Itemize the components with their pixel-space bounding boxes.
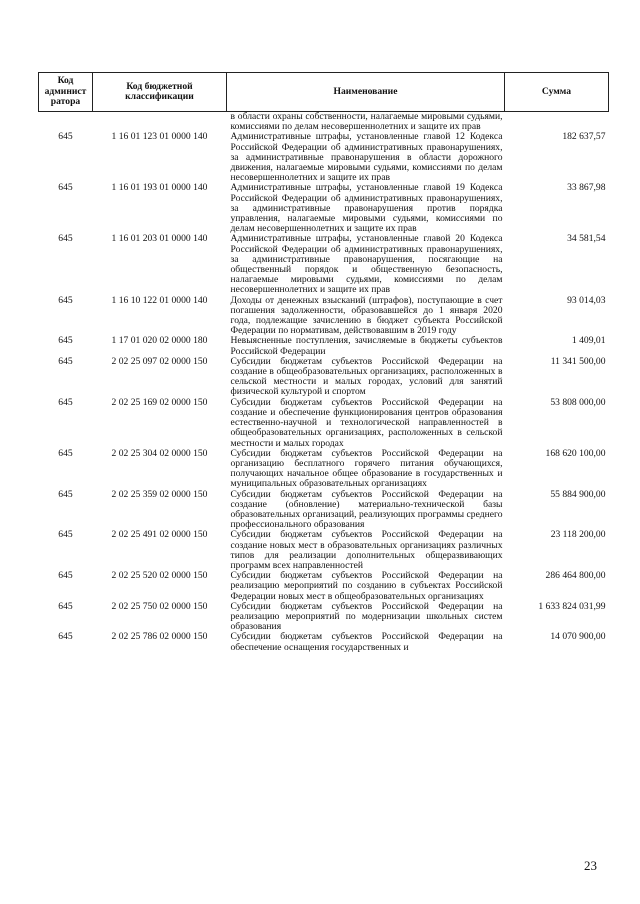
cell-code: 2 02 25 491 02 0000 150 [111,529,208,541]
cell-admin: 645 [58,131,73,143]
cell-code: 2 02 25 359 02 0000 150 [111,488,208,500]
cell-admin: 645 [58,600,73,612]
cell-sum: 53 808 000,00 [550,396,606,408]
table-row [39,602,609,633]
cell-name: Субсидии бюджетам субъектов Российской Федерации на создание (обновление) материально-технической базы образовательных организаций, реализующих программы среднего профессионального образования [230,488,503,531]
header-name: Наименование [227,73,505,112]
table-row [39,449,609,490]
budget-table [38,72,609,653]
cell-name: Субсидии бюджетам субъектов Российской Федерации на создание в общеобразовательных организациях, расположенных в сельской местности и малых городах, условий для занятий физической культурой и спортом [230,355,503,398]
table-row [39,398,609,449]
cell-code: 1 16 10 122 01 0000 140 [111,294,208,306]
cell-admin: 645 [58,570,73,582]
cell-sum: 93 014,03 [567,294,606,306]
cell-sum: 1 409,01 [571,335,606,347]
cell-sum [505,112,609,133]
cell-sum: 11 341 500,00 [550,355,606,367]
cell-admin: 645 [58,529,73,541]
cell-sum: 286 464 800,00 [545,570,606,582]
cell-sum: 168 620 100,00 [545,447,606,459]
cell-name: Субсидии бюджетам субъектов Российской Федерации на создание новых мест в образовательных организациях различных типов для реализации дополнительных общеразвивающих программ всех направленностей [230,529,503,571]
cell-sum: 23 118 200,00 [550,529,606,541]
cell-admin: 645 [58,447,73,459]
cell-sum: 14 070 900,00 [550,631,606,643]
cell-name: Административные штрафы, установленные главой 12 Кодекса Российской Федерации об административных правонарушениях, за административные правонарушения в области дорожного движения, налагаемые мировыми судьями, комиссиями по делам несовершеннолетних и защите их прав [230,131,503,184]
page-number: 23 [584,858,597,873]
table-row [39,132,609,183]
cell-code: 2 02 25 169 02 0000 150 [111,396,208,408]
table-row [39,296,609,337]
cell-name: Субсидии бюджетам субъектов Российской Федерации на реализацию мероприятий по модернизации школьных систем образования [230,600,503,633]
cell-code: 1 17 01 020 02 0000 180 [111,335,208,347]
cell-sum: 55 884 900,00 [550,488,606,500]
cell-admin: 645 [58,182,73,194]
cell-admin: 645 [58,396,73,408]
table-row [39,336,609,356]
cell-sum: 182 637,57 [562,131,606,143]
cell-admin: 645 [58,488,73,500]
cell-code: 2 02 25 786 02 0000 150 [111,631,208,643]
cell-sum: 1 633 824 031,99 [538,600,606,612]
cell-admin: 645 [58,233,73,245]
cell-admin: 645 [58,355,73,367]
cell-admin: 645 [58,631,73,643]
cell-name: Административные штрафы, установленные главой 19 Кодекса Российской Федерации об административных правонарушениях, за административные правонарушения против порядка управления, налагаемые мировыми судьями, комиссиями по делам несовершеннолетних и защите их прав [230,182,503,235]
header-sum: Сумма [505,73,609,112]
cell-name: Доходы от денежных взысканий (штрафов), поступающие в счет погашения задолженности, образовавшейся до 1 января 2020 года, подлежащие зачислению в бюджет субъекта Российской Федерации по нормативам, действовавшим в 2019 году [230,294,503,337]
header-row [39,73,609,112]
table-row [39,112,609,133]
table-body [39,112,609,653]
table-header [39,73,609,112]
cell-code: 2 02 25 304 02 0000 150 [111,447,208,459]
table-row [39,632,609,652]
cell-code: 1 16 01 123 01 0000 140 [111,131,208,143]
cell-code: 1 16 01 193 01 0000 140 [111,182,208,194]
table-row [39,530,609,571]
table-row [39,234,609,295]
table-row [39,357,609,398]
cell-admin: 645 [58,294,73,306]
cell-code: 2 02 25 097 02 0000 150 [111,355,208,367]
cell-name: Субсидии бюджетам субъектов Российской Федерации на организацию бесплатного горячего питания обучающихся, получающих начальное общее образование в государственных и муниципальных образовательных организациях [230,447,503,490]
cell-sum: 33 867,98 [567,182,606,194]
cell-name: Административные штрафы, установленные главой 20 Кодекса Российской Федерации об административных правонарушениях, за административные правонарушения, посягающие на общественный порядок и общественную безопасность, налагаемые мировыми судьями, комиссиями по делам несовершеннолетних и защите их прав [230,233,503,296]
cell-name: Невыясненные поступления, зачисляемые в бюджеты субъектов Российской Федерации [230,335,503,357]
cell-admin: 645 [58,335,73,347]
cell-code [93,112,227,133]
cell-name: Субсидии бюджетам субъектов Российской Федерации на реализацию мероприятий по созданию в субъектах Российской Федерации новых мест в общеобразовательных организациях [230,570,503,602]
cell-name: в области охраны собственности, налагаемые мировыми судьями, комиссиями по делам несовершеннолетних и защите их прав [230,111,503,133]
table-row [39,183,609,234]
cell-code: 1 16 01 203 01 0000 140 [111,233,208,245]
table-row [39,571,609,602]
cell-code: 2 02 25 750 02 0000 150 [111,600,208,612]
cell-admin [39,112,93,133]
header-budget-code: Код бюджетной классификации [93,73,227,112]
cell-code: 2 02 25 520 02 0000 150 [111,570,208,582]
header-admin-code: Код админист ратора [39,73,93,112]
table-row [39,490,609,531]
cell-sum: 34 581,54 [567,233,606,245]
cell-name: Субсидии бюджетам субъектов Российской Федерации на обеспечение оснащения государственных и [230,631,503,653]
cell-name: Субсидии бюджетам субъектов Российской Федерации на создание и обеспечение функционирования центров образования естественно-научной и технологической направленностей в общеобразовательных организациях, расположенных в сельской местности и малых городах [230,396,503,449]
